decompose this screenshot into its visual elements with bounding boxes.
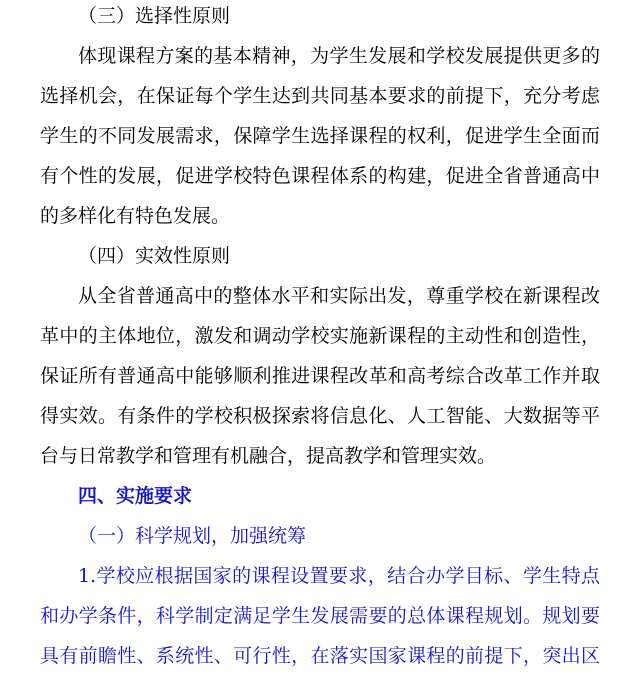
paragraph-line: 和办学条件，科学制定满足学生发展需要的总体课程规划。规划要 — [40, 605, 600, 627]
paragraph-line: 学生的不同发展需求，保障学生选择课程的权利，促进学生全面而 — [40, 125, 600, 147]
paragraph-line: 从全省普通高中的整体水平和实际出发，尊重学校在新课程改 — [78, 285, 600, 307]
implementation-heading: 四、实施要求 — [78, 485, 193, 507]
paragraph-line: 保证所有普通高中能够顺利推进课程改革和高考综合改革工作并取 — [40, 365, 600, 387]
paragraph-line: 得实效。有条件的学校积极探索将信息化、人工智能、大数据等平 — [40, 405, 600, 427]
paragraph-line: 的多样化有特色发展。 — [40, 205, 231, 227]
section-heading-selectivity: （三）选择性原则 — [78, 5, 231, 27]
paragraph-line: 具有前瞻性、系统性、可行性，在落实国家课程的前提下，突出区 — [40, 645, 600, 667]
paragraph-line: 台与日常教学和管理有机融合，提高教学和管理实效。 — [40, 445, 497, 467]
paragraph-line: 有个性的发展，促进学校特色课程体系的构建，促进全省普通高中 — [40, 165, 600, 187]
paragraph-line: 革中的主体地位，激发和调动学校实施新课程的主动性和创造性， — [40, 325, 600, 347]
paragraph-line: 1.学校应根据国家的课程设置要求，结合办学目标、学生特点 — [78, 565, 600, 587]
implementation-subheading: （一）科学规划，加强统筹 — [78, 525, 307, 547]
paragraph-line: 体现课程方案的基本精神，为学生发展和学校发展提供更多的 — [78, 45, 600, 67]
section-heading-effectiveness: （四）实效性原则 — [78, 245, 231, 267]
paragraph-line: 选择机会，在保证每个学生达到共同基本要求的前提下，充分考虑 — [40, 85, 600, 107]
